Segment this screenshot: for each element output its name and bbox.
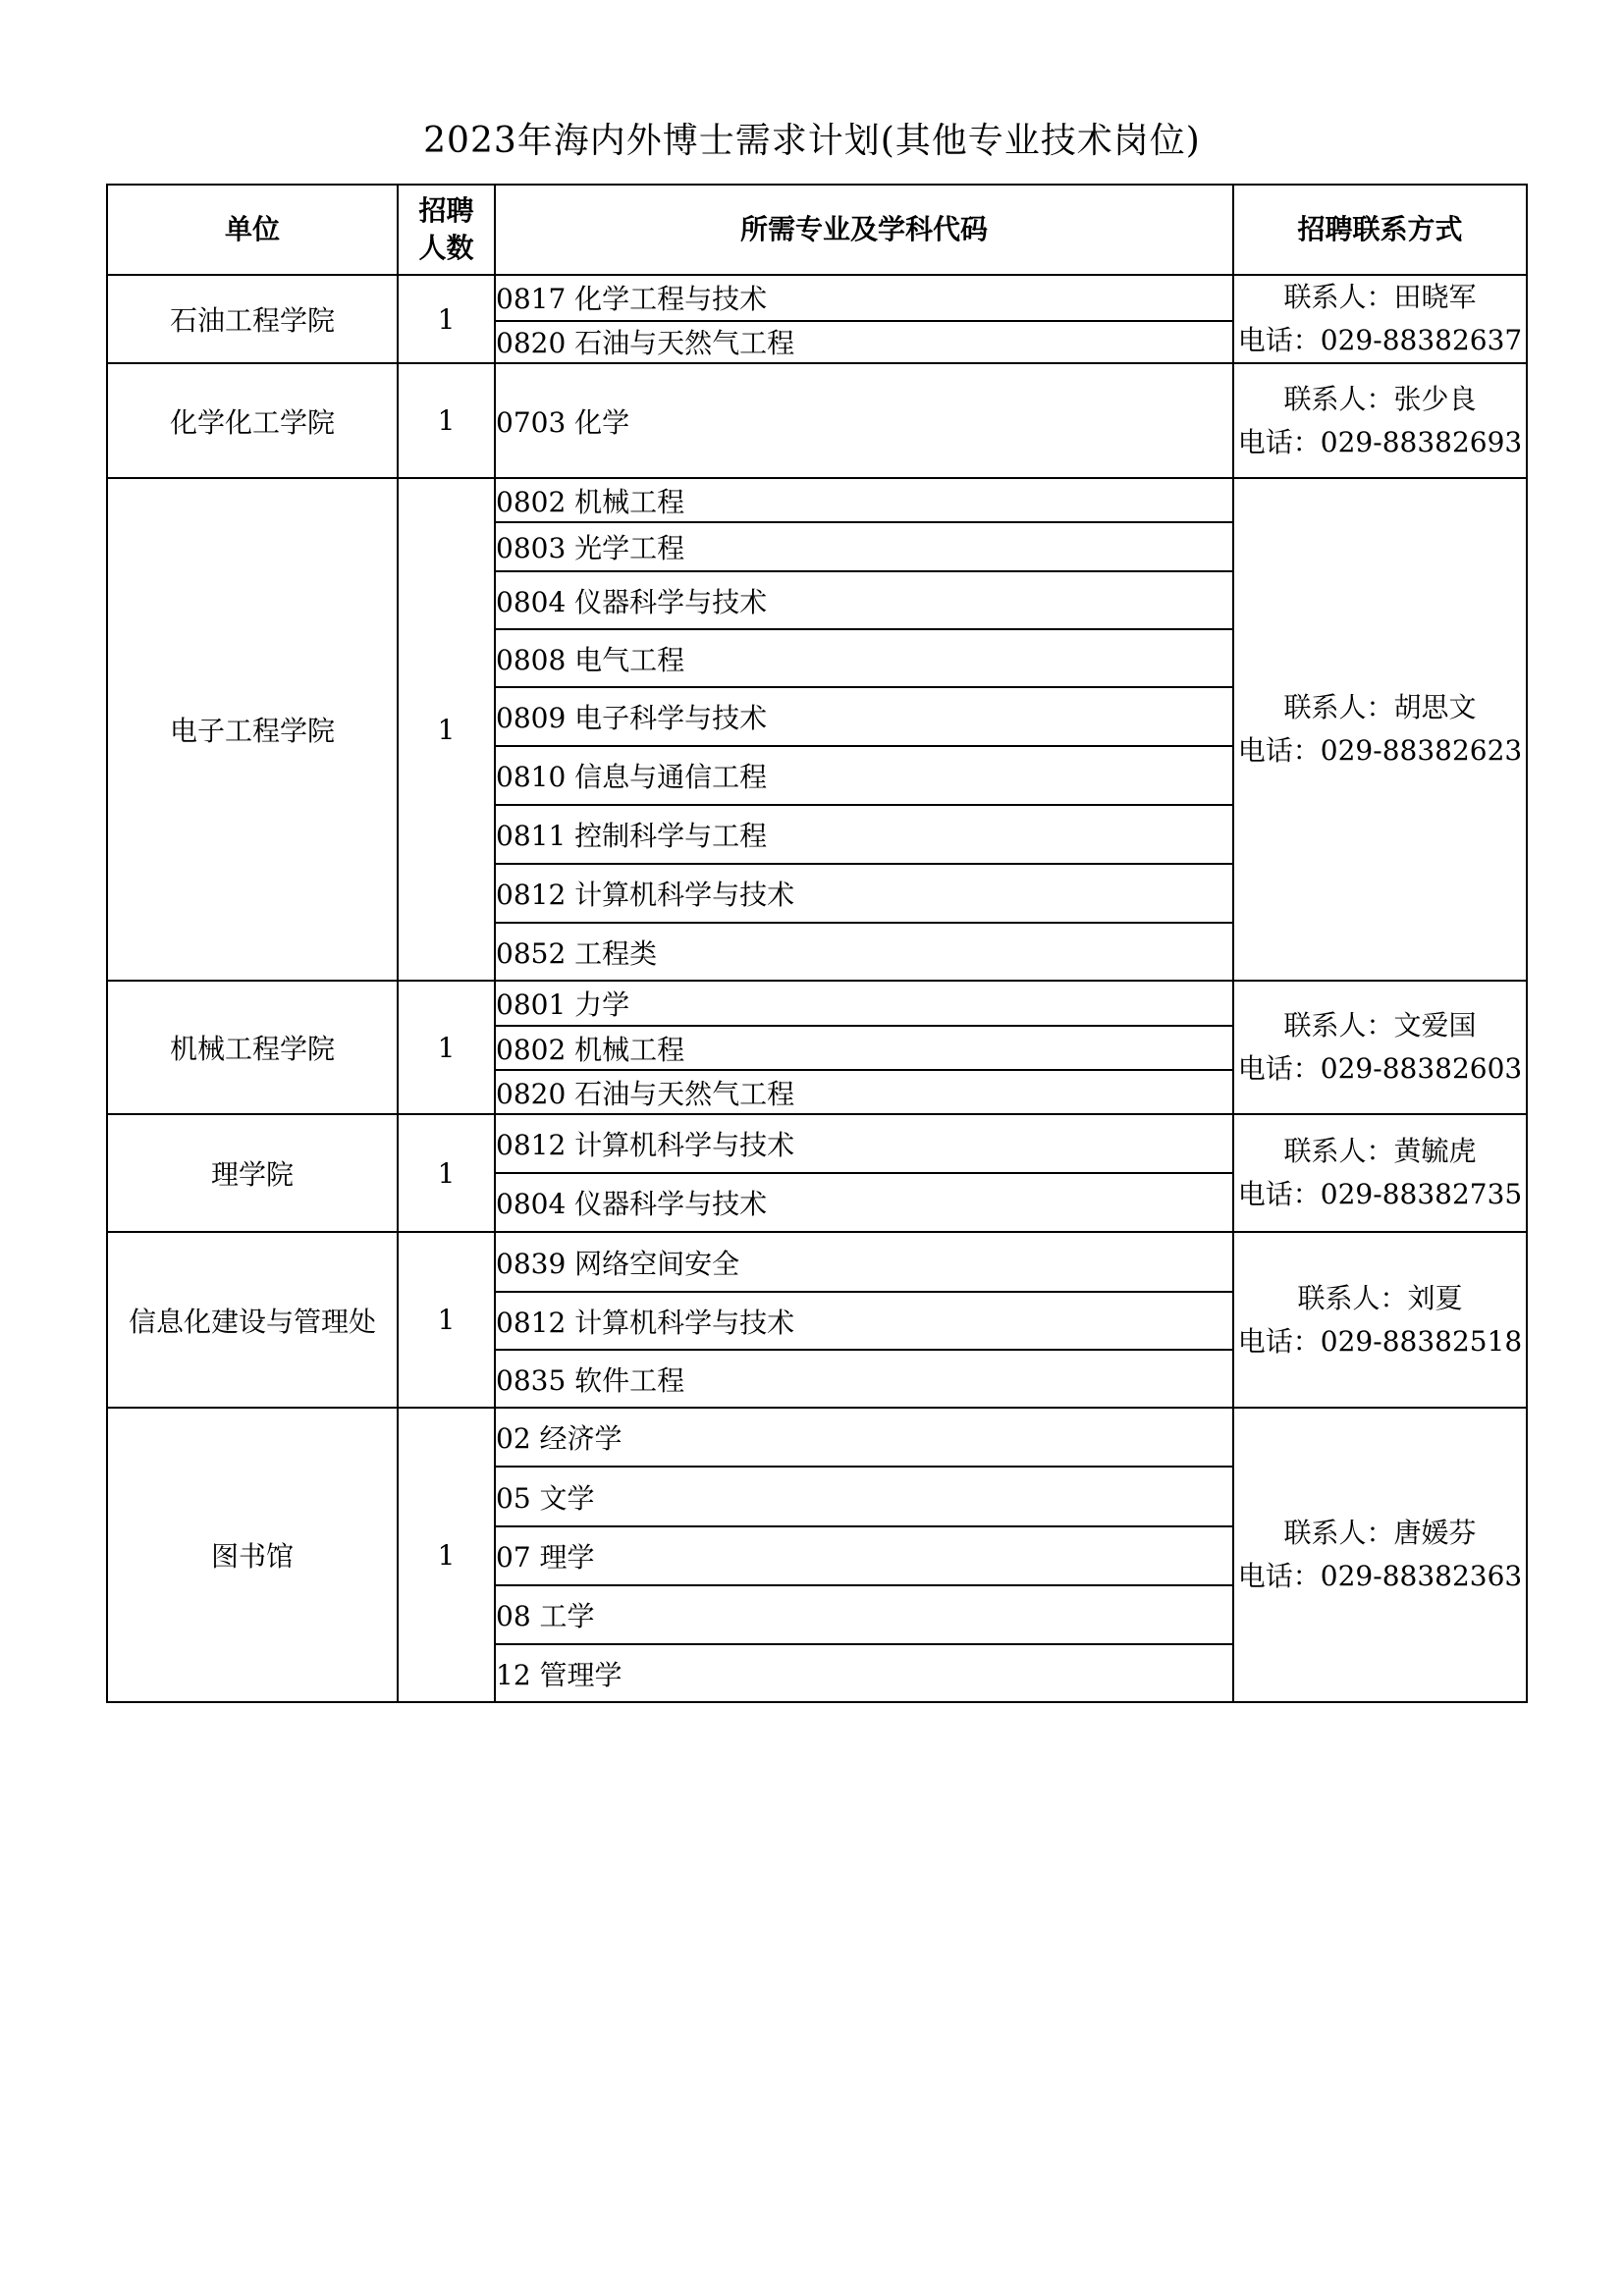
major-cell: 0839 网络空间安全 bbox=[495, 1232, 1233, 1292]
major-cell: 02 经济学 bbox=[495, 1408, 1233, 1467]
contact-person-line bbox=[1234, 1512, 1526, 1555]
contact-phone-line bbox=[1234, 319, 1526, 362]
major-cell: 0703 化学 bbox=[495, 363, 1233, 478]
phone-number: 029-88382363 bbox=[1320, 1560, 1523, 1592]
major-cell: 0812 计算机科学与技术 bbox=[495, 864, 1233, 923]
major-cell: 0803 光学工程 bbox=[495, 522, 1233, 571]
contact-phone-line bbox=[1234, 729, 1526, 773]
count-cell: 1 bbox=[398, 275, 495, 363]
table-row bbox=[107, 363, 1527, 478]
count-cell: 1 bbox=[398, 981, 495, 1114]
contact-cell bbox=[1233, 363, 1527, 478]
contact-person-name: 黄毓虎 bbox=[1393, 1135, 1477, 1167]
phone-label: 电话： bbox=[1237, 1178, 1321, 1210]
phone-number: 029-88382518 bbox=[1320, 1324, 1523, 1358]
contact-cell bbox=[1233, 478, 1527, 981]
recruitment-table bbox=[106, 184, 1528, 1703]
count-cell: 1 bbox=[398, 1408, 495, 1702]
major-cell: 0820 石油与天然气工程 bbox=[495, 321, 1233, 363]
phone-number: 029-88382637 bbox=[1320, 324, 1523, 356]
phone-label: 电话： bbox=[1237, 1052, 1321, 1085]
major-cell: 0802 机械工程 bbox=[495, 478, 1233, 522]
phone-label: 电话： bbox=[1237, 734, 1321, 767]
contact-person-name: 张少良 bbox=[1393, 382, 1477, 415]
contact-person-label: 联系人： bbox=[1283, 1517, 1394, 1549]
contact-phone-line bbox=[1234, 1173, 1526, 1216]
unit-cell: 图书馆 bbox=[107, 1408, 398, 1702]
phone-number: 029-88382735 bbox=[1320, 1178, 1523, 1210]
table-row bbox=[107, 275, 1527, 321]
contact-person-line bbox=[1234, 276, 1526, 319]
major-cell: 0812 计算机科学与技术 bbox=[495, 1114, 1233, 1173]
phone-label: 电话： bbox=[1237, 1560, 1321, 1592]
unit-cell: 电子工程学院 bbox=[107, 478, 398, 981]
contact-cell bbox=[1233, 981, 1527, 1114]
contact-phone-line bbox=[1234, 1047, 1526, 1091]
header-count-line1: 招聘 bbox=[418, 194, 474, 227]
table-row bbox=[107, 1408, 1527, 1467]
phone-number: 029-88382693 bbox=[1320, 425, 1523, 458]
major-cell: 0835 软件工程 bbox=[495, 1350, 1233, 1408]
header-contact: 招聘联系方式 bbox=[1233, 185, 1527, 275]
major-cell: 08 工学 bbox=[495, 1585, 1233, 1644]
major-cell: 0804 仪器科学与技术 bbox=[495, 1173, 1233, 1232]
contact-person-line bbox=[1234, 1130, 1526, 1173]
contact-person-label: 联系人： bbox=[1283, 382, 1394, 415]
contact-cell bbox=[1233, 1114, 1527, 1232]
contact-person-line bbox=[1234, 378, 1526, 421]
phone-number: 029-88382623 bbox=[1320, 734, 1523, 767]
unit-cell: 理学院 bbox=[107, 1114, 398, 1232]
phone-label: 电话： bbox=[1237, 1324, 1321, 1358]
contact-phone-line bbox=[1234, 421, 1526, 464]
phone-label: 电话： bbox=[1237, 324, 1321, 356]
major-cell: 0817 化学工程与技术 bbox=[495, 275, 1233, 321]
contact-person-line bbox=[1234, 1277, 1526, 1320]
header-majors: 所需专业及学科代码 bbox=[495, 185, 1233, 275]
major-cell: 0811 控制科学与工程 bbox=[495, 805, 1233, 864]
table-row bbox=[107, 981, 1527, 1026]
major-cell: 12 管理学 bbox=[495, 1644, 1233, 1702]
phone-label: 电话： bbox=[1237, 425, 1321, 458]
count-cell: 1 bbox=[398, 478, 495, 981]
count-cell: 1 bbox=[398, 363, 495, 478]
table-row bbox=[107, 1232, 1527, 1292]
major-cell: 0802 机械工程 bbox=[495, 1026, 1233, 1070]
header-row bbox=[107, 185, 1527, 275]
contact-person-name: 胡思文 bbox=[1393, 691, 1477, 723]
contact-cell bbox=[1233, 275, 1527, 363]
contact-person-name: 文爱国 bbox=[1393, 1009, 1477, 1041]
major-cell: 0801 力学 bbox=[495, 981, 1233, 1026]
major-cell: 0852 工程类 bbox=[495, 923, 1233, 981]
contact-person-label: 联系人： bbox=[1283, 1135, 1394, 1167]
major-cell: 0804 仪器科学与技术 bbox=[495, 571, 1233, 629]
contact-person-line bbox=[1234, 1004, 1526, 1047]
contact-person-name: 唐媛芬 bbox=[1393, 1517, 1477, 1549]
contact-person-label: 联系人： bbox=[1283, 281, 1394, 313]
document-title: 2023年海内外博士需求计划(其他专业技术岗位) bbox=[423, 121, 1201, 161]
contact-person-label: 联系人： bbox=[1283, 691, 1394, 723]
unit-cell: 石油工程学院 bbox=[107, 275, 398, 363]
unit-cell: 化学化工学院 bbox=[107, 363, 398, 478]
major-cell: 0820 石油与天然气工程 bbox=[495, 1070, 1233, 1114]
major-cell: 0808 电气工程 bbox=[495, 629, 1233, 687]
major-cell: 07 理学 bbox=[495, 1526, 1233, 1585]
major-cell: 0809 电子科学与技术 bbox=[495, 687, 1233, 746]
contact-person-label: 联系人： bbox=[1297, 1281, 1408, 1314]
unit-cell: 信息化建设与管理处 bbox=[107, 1232, 398, 1408]
major-cell: 05 文学 bbox=[495, 1467, 1233, 1526]
contact-cell bbox=[1233, 1408, 1527, 1702]
contact-person-label: 联系人： bbox=[1283, 1009, 1394, 1041]
contact-person-line bbox=[1234, 686, 1526, 729]
phone-number: 029-88382603 bbox=[1320, 1052, 1523, 1085]
major-cell: 0810 信息与通信工程 bbox=[495, 746, 1233, 805]
table-row bbox=[107, 1114, 1527, 1173]
contact-phone-line bbox=[1234, 1320, 1526, 1363]
unit-cell: 机械工程学院 bbox=[107, 981, 398, 1114]
contact-person-name: 刘夏 bbox=[1407, 1281, 1463, 1314]
contact-cell bbox=[1233, 1232, 1527, 1408]
header-count-line2: 人数 bbox=[418, 232, 474, 264]
contact-phone-line bbox=[1234, 1555, 1526, 1598]
count-cell: 1 bbox=[398, 1114, 495, 1232]
header-count bbox=[398, 185, 495, 275]
table-body bbox=[107, 275, 1527, 1702]
major-cell: 0812 计算机科学与技术 bbox=[495, 1292, 1233, 1350]
count-cell: 1 bbox=[398, 1232, 495, 1408]
table-row bbox=[107, 478, 1527, 522]
header-unit: 单位 bbox=[107, 185, 398, 275]
contact-person-name: 田晓军 bbox=[1393, 281, 1477, 313]
